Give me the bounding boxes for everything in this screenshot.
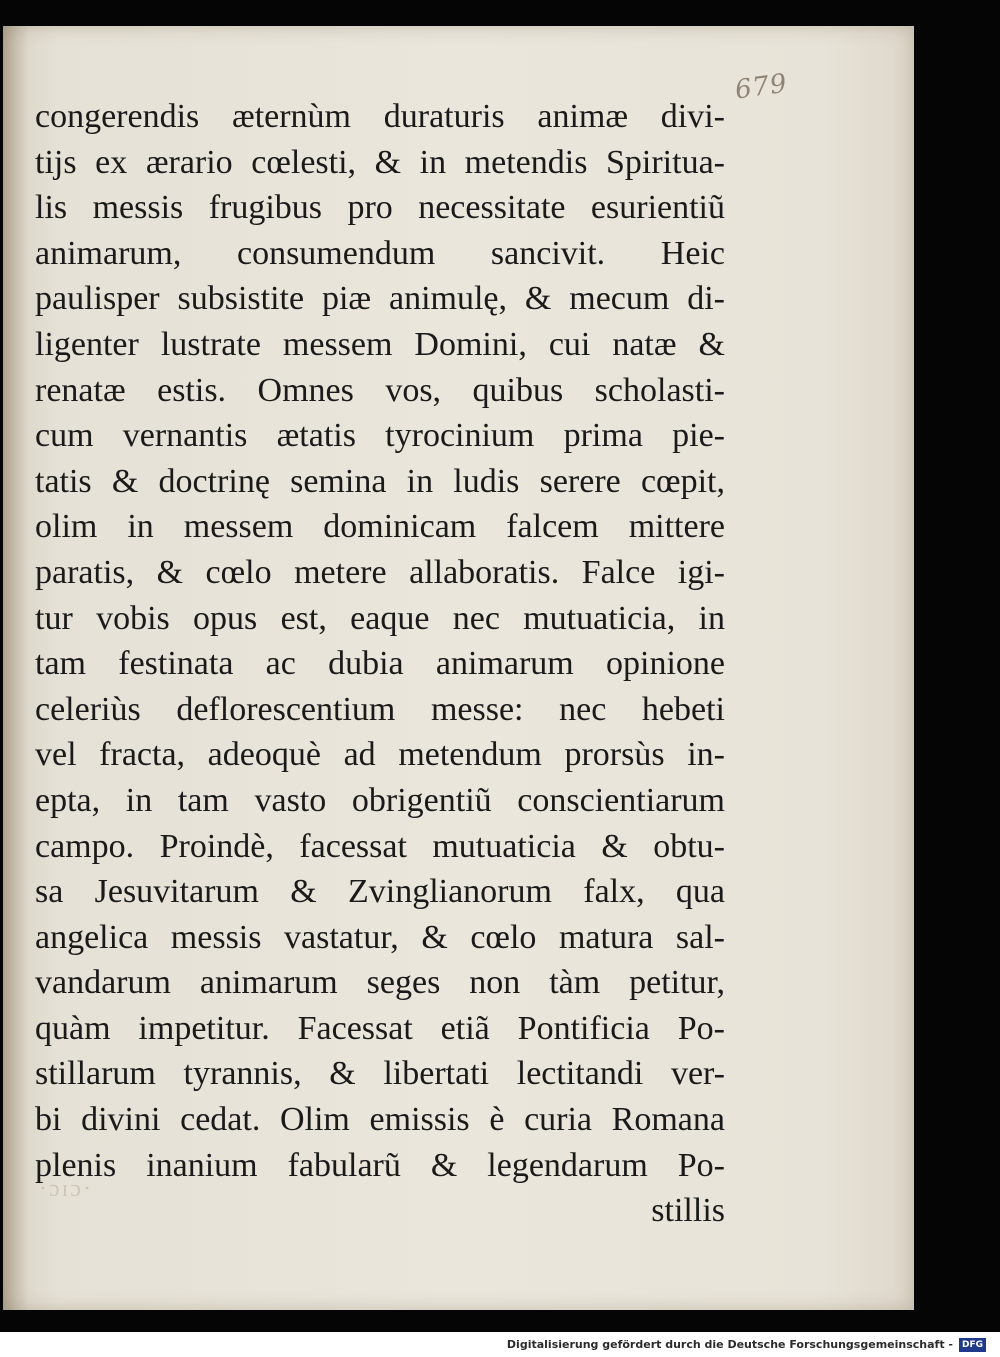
- folio-number: 679: [733, 68, 790, 106]
- dfg-logo: DFG: [959, 1338, 986, 1352]
- text-line: tijs ex ærario cœlesti, & in metendis Spiritua-: [35, 143, 725, 181]
- bleed-through-mark: [39, 1176, 93, 1203]
- text-line: congerendis æternùm duraturis animæ divi-: [35, 98, 725, 135]
- text-line: lis messis frugibus pro necessitate esurientiũ: [35, 189, 725, 227]
- text-line: quàm impetitur. Facessat etiã Pontificia Po-: [35, 1009, 725, 1047]
- text-line: tam festinata ac dubia animarum opinione: [35, 645, 725, 683]
- text-line: sa Jesuvitarum & Zvinglianorum falx, qua: [35, 873, 725, 911]
- text-line: celeriùs deflorescentium messe: nec hebeti: [35, 690, 725, 728]
- text-line: plenis inanium fabularũ & legendarum Po-: [35, 1146, 725, 1184]
- text-line: animarum, consumendum sancivit. Heic: [35, 234, 725, 272]
- text-line: campo. Proindè, facessat mutuaticia & obtu-: [35, 827, 725, 865]
- text-line: bi divini cedat. Olim emissis è curia Romana: [35, 1101, 725, 1139]
- catchword: stillis: [651, 1192, 725, 1230]
- text-line: ligenter lustrate messem Domini, cui natæ &: [35, 325, 725, 363]
- footer-credit: Digitalisierung gefördert durch die Deutsche Forschungsgemeinschaft -: [506, 1338, 953, 1351]
- text-line: paulisper subsistite piæ animulę, & mecum di-: [35, 280, 725, 318]
- book-page: [3, 26, 914, 1310]
- bleed-through-glyph: ·ɔɪɔ·: [39, 1176, 93, 1202]
- body-text: [35, 94, 725, 1234]
- text-line: vel fracta, adeoquè ad metendum prorsùs in-: [35, 736, 725, 774]
- text-line: cum vernantis ætatis tyrocinium prima pie-: [35, 417, 725, 455]
- text-line: tur vobis opus est, eaque nec mutuaticia, in: [35, 599, 725, 637]
- text-line: renatæ estis. Omnes vos, quibus scholasti-: [35, 371, 725, 409]
- text-line: angelica messis vastatur, & cœlo matura sal-: [35, 918, 725, 956]
- text-line: olim in messem dominicam falcem mittere: [35, 508, 725, 546]
- text-line: stillarum tyrannis, & libertati lectitandi ver-: [35, 1055, 725, 1093]
- text-line: vandarum animarum seges non tàm petitur,: [35, 964, 725, 1002]
- footer-bar: [0, 1332, 1000, 1357]
- text-line: tatis & doctrinę semina in ludis serere cœpit,: [35, 462, 725, 500]
- text-line: epta, in tam vasto obrigentiũ conscientiarum: [35, 781, 725, 819]
- text-line: paratis, & cœlo metere allaboratis. Falce igi-: [35, 553, 725, 591]
